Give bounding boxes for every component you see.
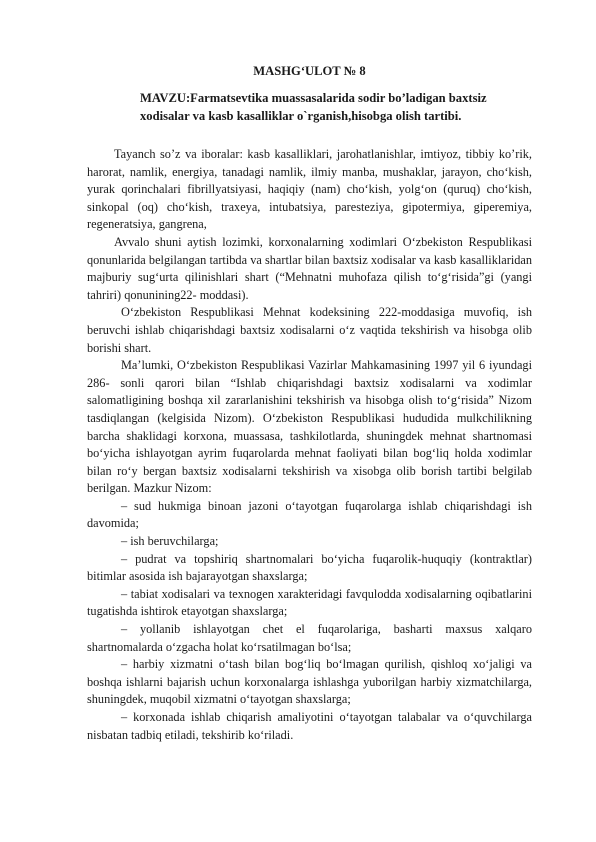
topic-heading bbox=[140, 89, 520, 125]
list-item: – tabiat xodisalari va texnogen xarakteridagi favqulodda xodisalarning oqibatlarini tugatishda ishtirok etayotgan shaxslarga; bbox=[87, 586, 532, 619]
list-item: – yollanib ishlayotgan chet el fuqarolariga, basharti maxsus xalqaro shartnomalarda o‘zgacha holat ko‘rsatilmagan bo‘lsa; bbox=[87, 622, 532, 654]
topic-line-2: xodisalar va kasb kasalliklar o`rganish,hisobga olish tartibi. bbox=[140, 109, 462, 123]
list-item: – ish beruvchilarga; bbox=[121, 534, 219, 549]
body-paragraph: O‘zbekiston Respublikasi Mehnat kodeksining 222-moddasiga muvofiq, ish beruvchi ishlab chiqarishdagi baxtsiz xodisalarni o‘z vaqtida tekshirish va hisobga olib borishi shart. bbox=[87, 305, 532, 355]
document-body bbox=[87, 146, 532, 744]
list-item: – harbiy xizmatni o‘tash bilan bog‘liq bo‘lmagan qurilish, qishloq xo‘jaligi va boshqa ishlarni bajarish uchun korxonalarga ishlashga yuborilgan harbiy xizmatchilarga, shuningdek, muqobil xizmatni o‘tayotgan shaxslarga; bbox=[87, 657, 532, 707]
list-item: – pudrat va topshiriq shartnomalari bo‘yicha fuqarolik-huquqiy (kontraktlar) bitimlar asosida ish bajarayotgan shaxslarga; bbox=[87, 551, 532, 584]
list-item: – korxonada ishlab chiqarish amaliyotini o‘tayotgan talabalar va o‘quvchilarga nisbatan tadbiq etiladi, tekshirib ko‘riladi. bbox=[87, 710, 532, 742]
body-paragraph: Ma’lumki, O‘zbekiston Respublikasi Vazirlar Mahkamasining 1997 yil 6 iyundagi 286- sonli qarori bilan “Ishlab chiqarishdagi baxtsiz xodisalarni va xodimlar salomatligining boshqa xil zararlanishini tekshirish va hisobga olish to‘g‘risida” Nizom tasdiqlangan (kelgisida Nizom). O‘zbekiston Respublikasi hududida mulkchilikning barcha shaklidagi korxona, muassasa, tashkilotlarda, shuningdek mehnat shartnomasi bo‘yicha ishlayotgan ayrim fuqarolarda mehnat faoliyati bilan bog‘liq holda xodimlar bilan ro‘y bergan baxtsiz xodisalarni tekshirish va xisobga olib borish tartibi belgilab berilgan. Mazkur Nizom: bbox=[87, 358, 532, 496]
keywords-paragraph: Tayanch so’z va iboralar: kasb kasalliklari, jarohatlanishlar, imtiyoz, tibbiy ko’rik, harorat, namlik, energiya, tanadagi namlik, ilmiy manba, mushaklar, jarayon, cho‘kish, yurak qorinchalari fibrillyatsiyasi, haqiqiy (nam) cho‘kish, yolg‘on (quruq) cho‘kish, sinkopal (oq) cho‘kish, traxeya, intubatsiya, paresteziya, gipotermiya, giperemiya, regeneratsiya, gangrena, bbox=[87, 147, 532, 232]
page-title: MASHG‘ULOT № 8 bbox=[253, 64, 366, 78]
topic-line-1: MAVZU:Farmatsevtika muassasalarida sodir bo’ladigan baxtsiz bbox=[140, 91, 487, 105]
list-item: – sud hukmiga binoan jazoni o‘tayotgan fuqarolarga ishlab chiqarishdagi ish davomida; bbox=[87, 498, 532, 531]
body-paragraph: Avvalo shuni aytish lozimki, korxonalarning xodimlari O‘zbekiston Respublikasi qonunlarida belgilangan tartibda va shartlar bilan baxtsiz xodisalar va kasb kasalliklaridan majburiy sug‘urta qilinishlari shart (“Mehnatni muhofaza qilish to‘g‘risida”gi (yangi tahriri) qonunining22- moddasi). bbox=[87, 234, 532, 302]
